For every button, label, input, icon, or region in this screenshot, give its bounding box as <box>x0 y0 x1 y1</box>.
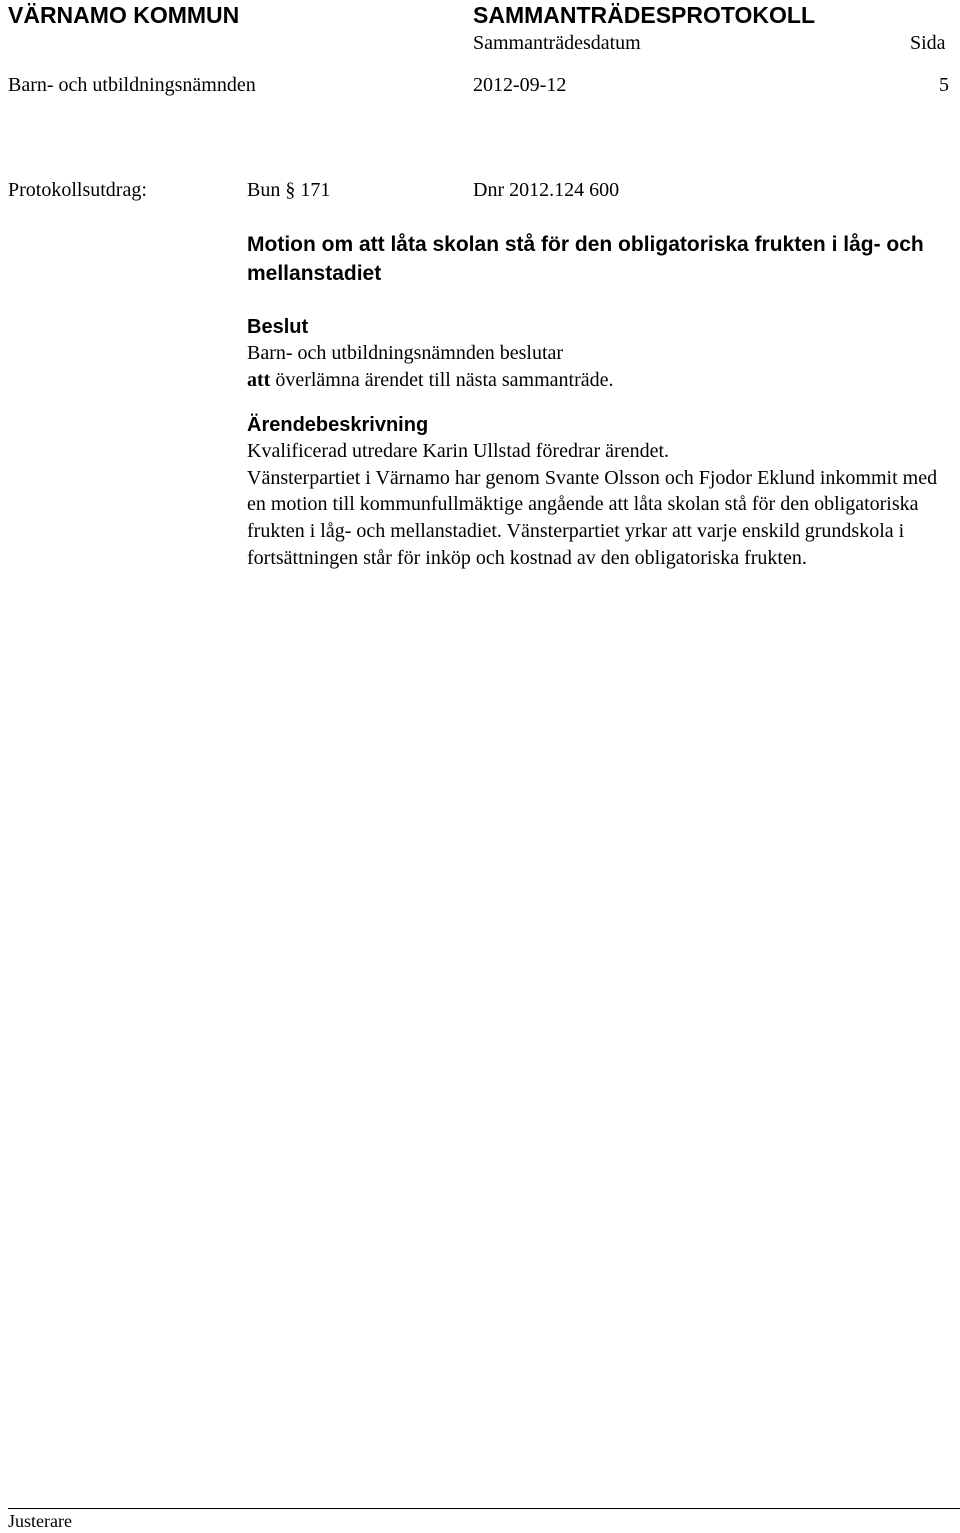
protocol-content <box>247 230 959 571</box>
matter-title: Motion om att låta skolan stå för den obligatoriska frukten i låg- och mellanstadiet <box>247 233 924 285</box>
footer-divider <box>8 1508 960 1509</box>
decision-text <box>247 340 959 393</box>
page-number: 5 <box>939 74 949 96</box>
committee-name: Barn- och utbildningsnämnden <box>8 74 256 96</box>
diary-number: Dnr 2012.124 600 <box>473 179 620 201</box>
decision-heading: Beslut <box>247 316 309 338</box>
decision-att-word: att <box>247 368 271 391</box>
adjuster-label: Justerare <box>8 1511 72 1531</box>
presenter-line: Kvalificerad utredare Karin Ullstad föredrar ärendet. <box>247 440 670 463</box>
decision-line-2: överlämna ärendet till nästa sammanträde. <box>270 368 614 391</box>
extract-label: Protokollsutdrag: <box>8 179 147 201</box>
page-label: Sida <box>910 32 946 54</box>
organization-name: VÄRNAMO KOMMUN <box>8 2 240 28</box>
document-type: SAMMANTRÄDESPROTOKOLL <box>473 2 816 28</box>
meeting-date-label: Sammanträdesdatum <box>473 32 641 54</box>
case-description-heading: Ärendebeskrivning <box>247 414 429 437</box>
case-description-body: Vänsterpartiet i Värnamo har genom Svante Olsson och Fjodor Eklund inkommit med en motion till kommunfullmäktige angående att låta skolan stå för den obligatoriska frukten i låg- och mellanstadiet. Vänsterpartiet yrkar att varje enskild grundskola i fortsättningen står för inköp och kostnad av den obligatoriska frukten. <box>247 466 938 569</box>
paragraph-number: Bun § 171 <box>247 179 331 201</box>
decision-line-1: Barn- och utbildningsnämnden beslutar <box>247 342 564 364</box>
meeting-date: 2012-09-12 <box>473 74 567 96</box>
